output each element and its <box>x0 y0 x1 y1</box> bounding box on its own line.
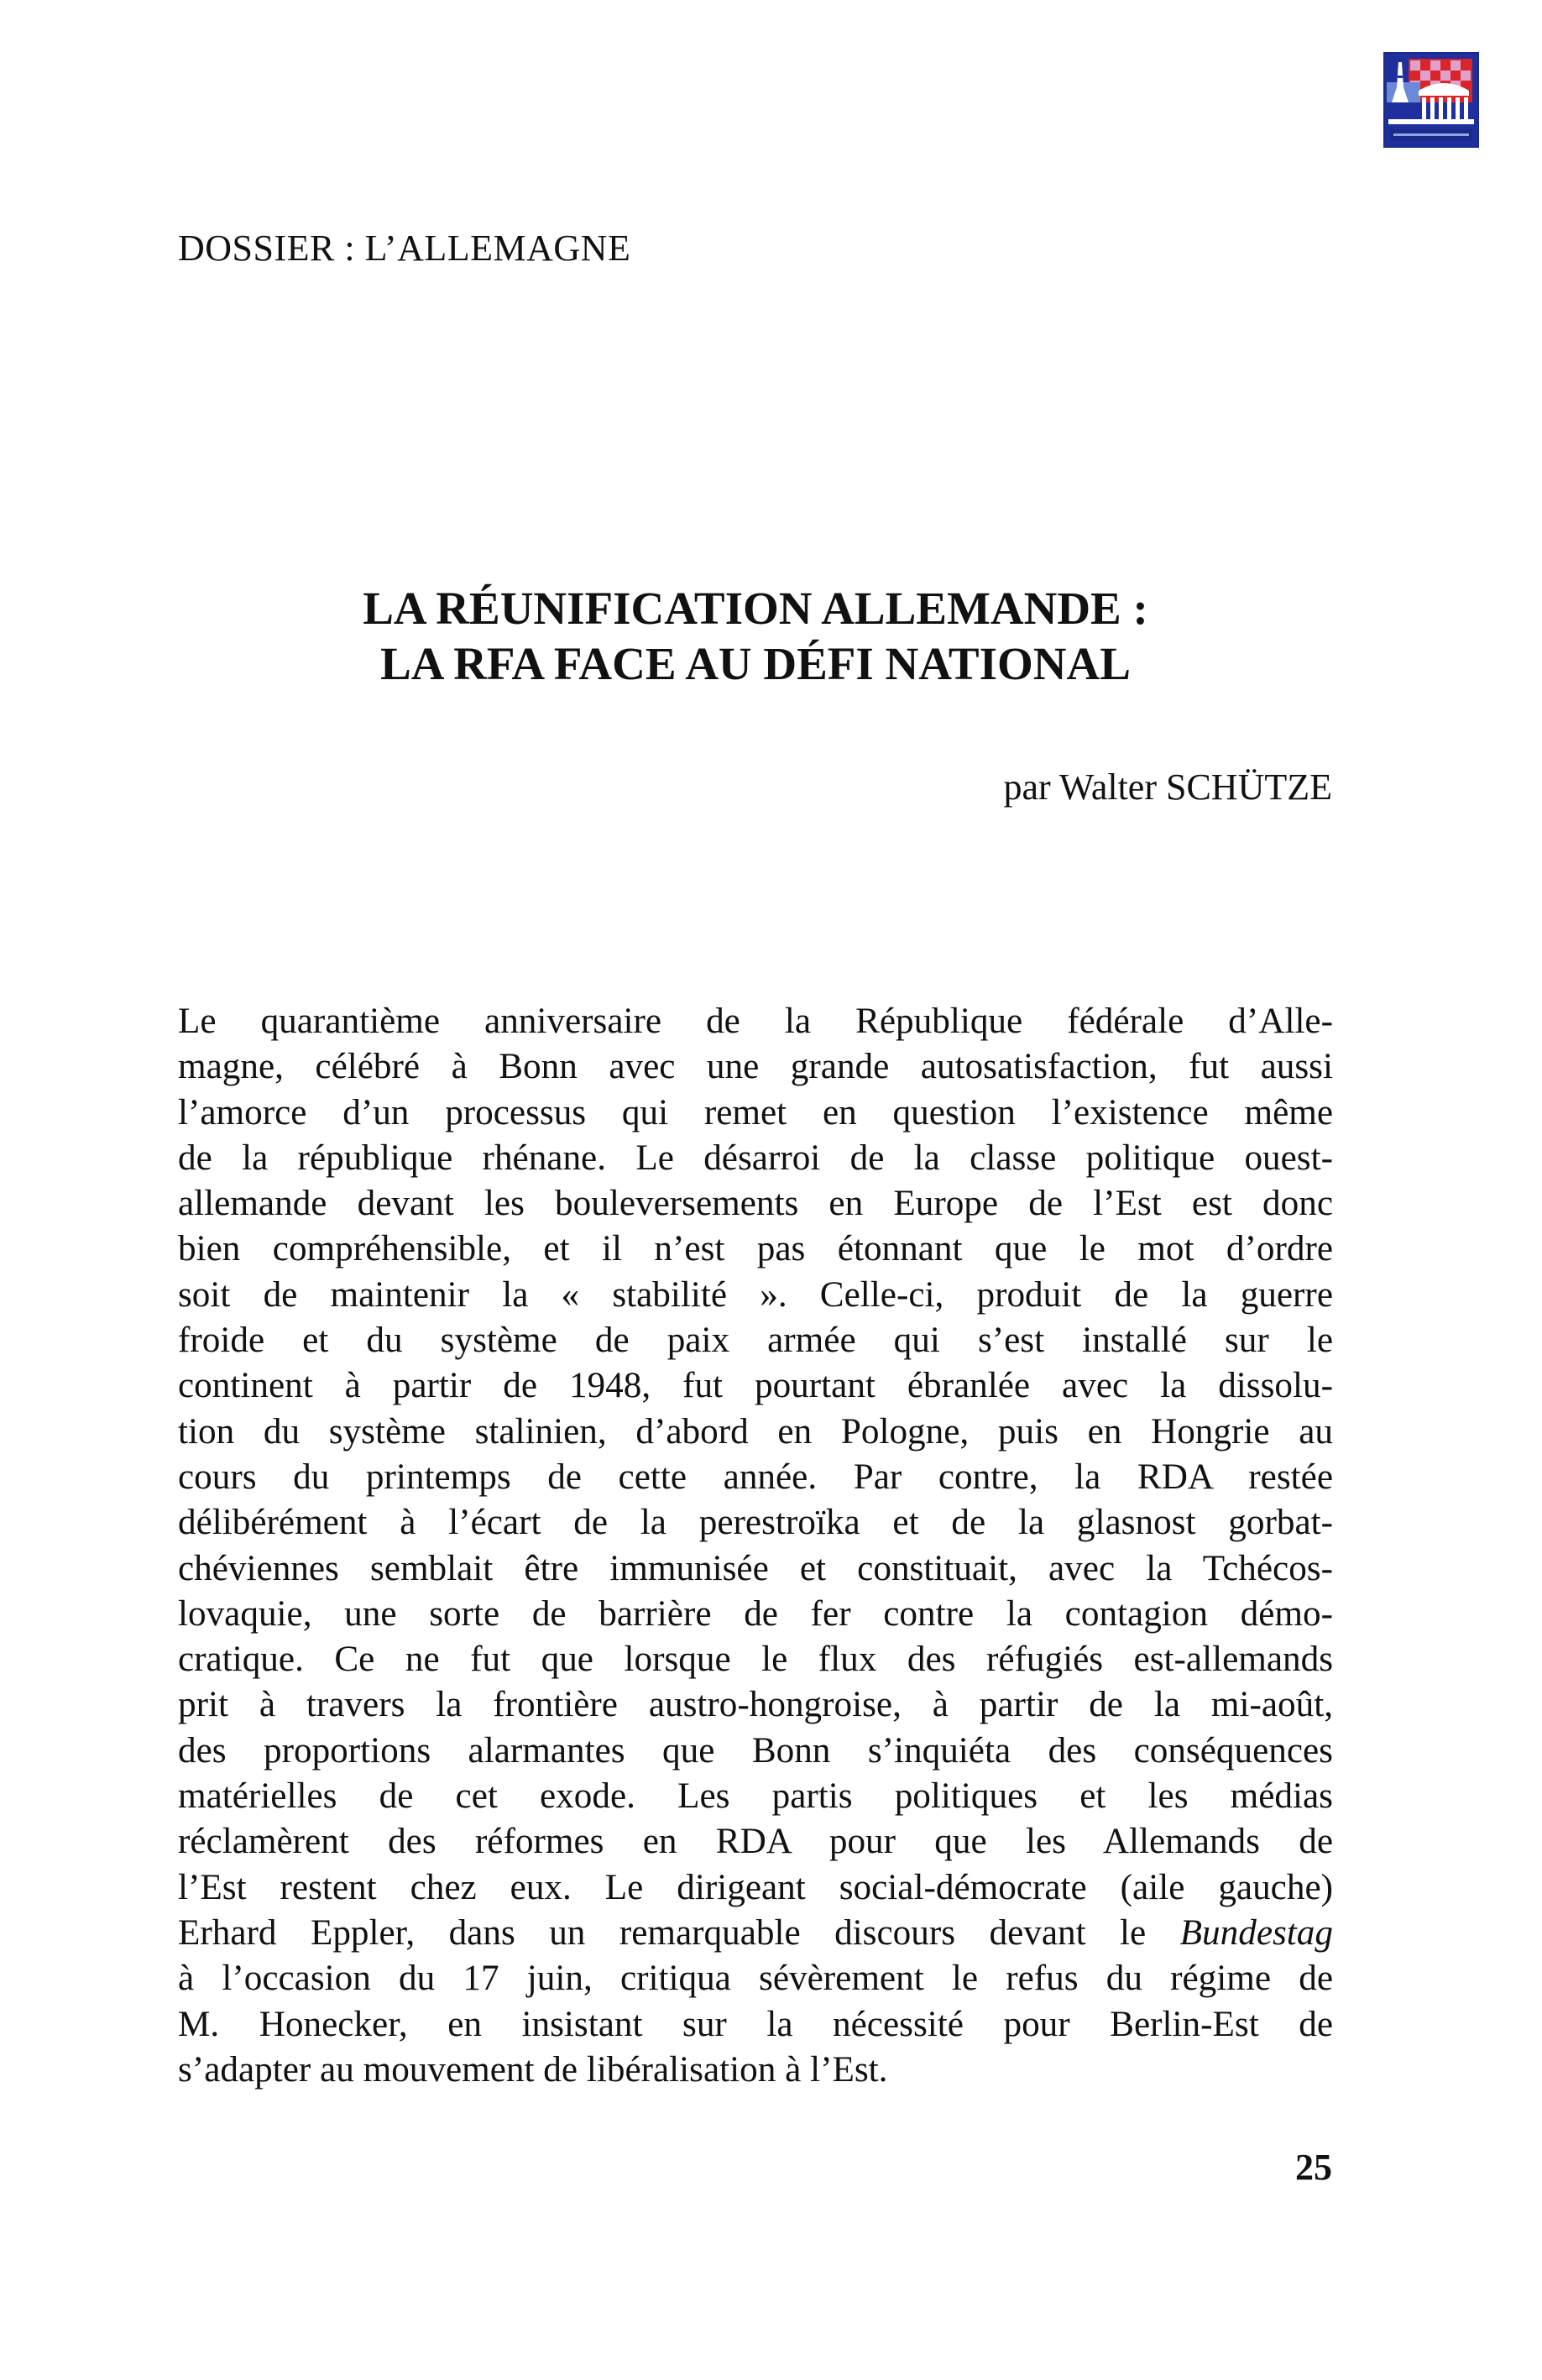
body-line: bien compréhensible, et il n’est pas étonnant que le mot d’ordre <box>178 1229 1333 1269</box>
body-line: de la république rhénane. Le désarroi de la classe politique ouest- <box>178 1138 1333 1178</box>
body-line: allemande devant les bouleversements en Europe de l’Est est donc <box>178 1184 1333 1224</box>
body-line: froide et du système de paix armée qui s’est installé sur le <box>178 1321 1333 1361</box>
body-line: réclamèrent des réformes en RDA pour que les Allemands de <box>178 1822 1333 1862</box>
body-line: l’Est restent chez eux. Le dirigeant social-démocrate (aile gauche) <box>178 1867 1333 1907</box>
body-text-run: Erhard Eppler, dans un remarquable discours devant le <box>178 1912 1180 1953</box>
article-title-line: LA RFA FACE AU DÉFI NATIONAL <box>380 638 1131 689</box>
body-line: chéviennes semblait être immunisée et constituait, avec la Tchécos- <box>178 1548 1333 1588</box>
body-line: soit de maintenir la « stabilité ». Celle-ci, produit de la guerre <box>178 1274 1333 1315</box>
article-author: par Walter SCHÜTZE <box>1003 766 1332 808</box>
body-line: délibérément à l’écart de la perestroïka et de la glasnost gorbat- <box>178 1503 1333 1543</box>
section-label: DOSSIER : L’ALLEMAGNE <box>178 228 631 269</box>
body-line: à l’occasion du 17 juin, critiqua sévèrement le refus du régime de <box>178 1959 1333 1999</box>
body-line: lovaquie, une sorte de barrière de fer contre la contagion démo- <box>178 1593 1333 1634</box>
body-line: tion du système stalinien, d’abord en Pologne, puis en Hongrie au <box>178 1411 1333 1452</box>
body-line: matérielles de cet exode. Les partis politiques et les médias <box>178 1776 1333 1817</box>
body-line: continent à partir de 1948, fut pourtant ébranlée avec la dissolu- <box>178 1366 1333 1406</box>
body-line: prit à travers la frontière austro-hongroise, à partir de la mi-août, <box>178 1685 1333 1725</box>
body-line-last: s’adapter au mouvement de libéralisation à l’Est. <box>178 2049 888 2090</box>
body-line: magne, célébré à Bonn avec une grande autosatisfaction, fut aussi <box>178 1047 1333 1087</box>
body-line: cratique. Ce ne fut que lorsque le flux des réfugiés est-allemands <box>178 1640 1333 1680</box>
institution-logo-icon <box>1383 52 1479 148</box>
body-line-with-italic <box>178 1911 1333 1956</box>
article-title-line: LA RÉUNIFICATION ALLEMANDE : <box>363 583 1148 634</box>
article-title <box>178 581 1333 692</box>
body-line: M. Honecker, en insistant sur la nécessité pour Berlin-Est de <box>178 2004 1333 2044</box>
body-line: Le quarantième anniversaire de la République fédérale d’Alle- <box>178 1002 1333 1041</box>
body-line: des proportions alarmantes que Bonn s’inquiéta des conséquences <box>178 1730 1333 1771</box>
page-number: 25 <box>1295 2147 1332 2188</box>
body-line: l’amorce d’un processus qui remet en question l’existence même <box>178 1092 1333 1132</box>
italic-term: Bundestag <box>1179 1912 1333 1953</box>
body-line: cours du printemps de cette année. Par contre, la RDA restée <box>178 1457 1333 1497</box>
article-body <box>178 999 1333 2093</box>
